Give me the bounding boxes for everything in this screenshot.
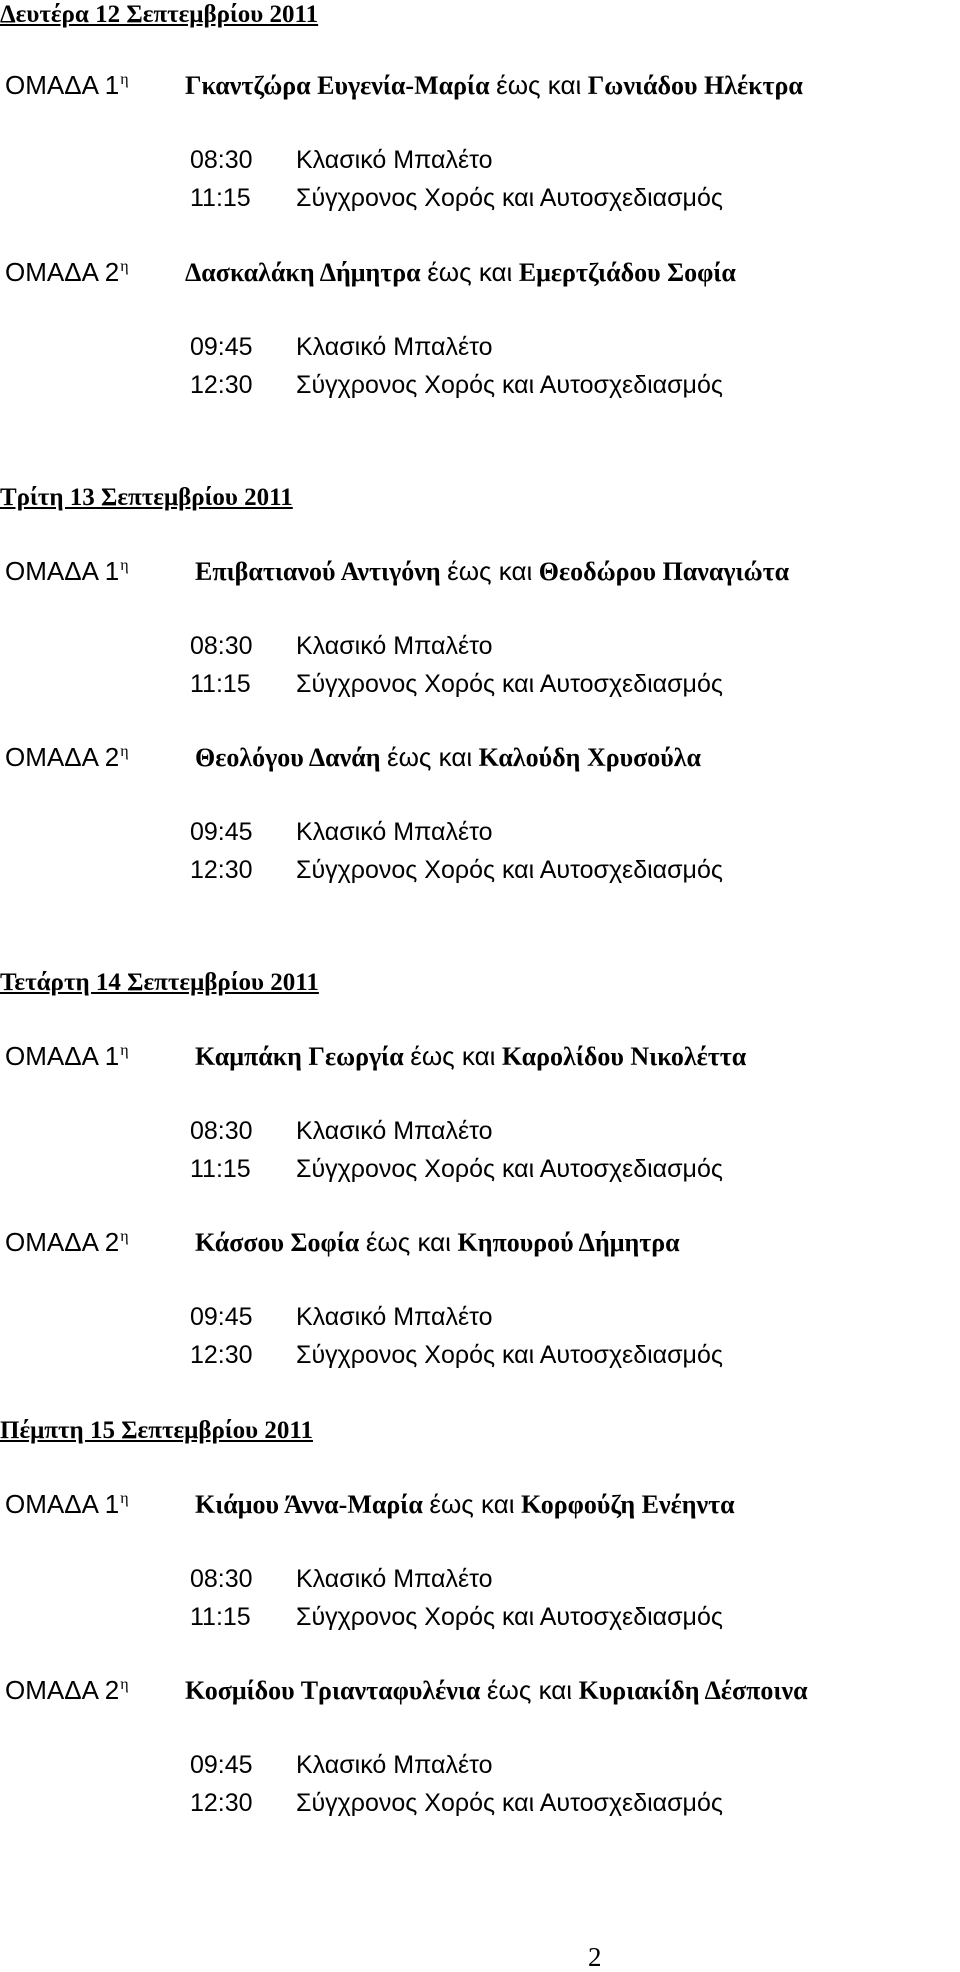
session-subject: Σύγχρονος Χορός και Αυτοσχεδιασμός — [296, 1341, 723, 1369]
session-time: 11:15 — [190, 1603, 251, 1631]
session-subject: Κλασικό Μπαλέτο — [296, 632, 493, 660]
ordinal-suffix: η — [120, 258, 129, 275]
session-time: 08:30 — [190, 146, 253, 174]
session-time: 12:30 — [190, 1341, 253, 1369]
day-heading: Πέμπτη 15 Σεπτεμβρίου 2011 — [0, 1417, 313, 1444]
session-time: 12:30 — [190, 1789, 253, 1817]
day-heading: Τρίτη 13 Σεπτεμβρίου 2011 — [0, 484, 293, 511]
range-to: Θεοδώρου Παναγιώτα — [538, 557, 790, 586]
session-time: 08:30 — [190, 1565, 253, 1593]
surname-range — [195, 744, 701, 771]
ordinal-suffix: η — [120, 1490, 129, 1507]
session-row — [190, 1605, 723, 1630]
session-row — [190, 1343, 723, 1368]
session-subject: Κλασικό Μπαλέτο — [296, 1751, 493, 1779]
session-subject: Σύγχρονος Χορός και Αυτοσχεδιασμός — [296, 856, 723, 884]
ordinal-suffix: η — [120, 557, 129, 574]
group-label: ΟΜΑΔΑ $2^\eta$ — [5, 257, 129, 287]
session-time: 12:30 — [190, 371, 253, 399]
range-from: Επιβατιανού Αντιγόνη — [195, 557, 441, 586]
session-row — [190, 148, 493, 173]
group-label: ΟΜΑΔΑ $1^\eta$ — [5, 556, 129, 586]
range-to: Γωνιάδου Ηλέκτρα — [587, 71, 803, 100]
surname-range — [195, 1229, 680, 1256]
range-connector: έως και — [496, 70, 582, 100]
range-to: Καρολίδου Νικολέττα — [501, 1042, 747, 1071]
group-label: ΟΜΑΔΑ $2^\eta$ — [5, 742, 129, 772]
page-number: 2 — [588, 1942, 602, 1972]
day-heading: Τετάρτη 14 Σεπτεμβρίου 2011 — [0, 969, 319, 996]
session-row — [190, 672, 723, 697]
range-connector: έως και — [410, 1041, 496, 1071]
session-subject: Κλασικό Μπαλέτο — [296, 1565, 493, 1593]
range-to: Κορφούζη Ενέηντα — [521, 1490, 735, 1519]
range-from: Θεολόγου Δανάη — [195, 743, 381, 772]
ordinal-suffix: η — [120, 1042, 129, 1059]
range-from: Κοσμίδου Τριανταφυλένια — [185, 1676, 481, 1705]
day-heading: Δευτέρα 12 Σεπτεμβρίου 2011 — [0, 1, 319, 28]
session-subject: Σύγχρονος Χορός και Αυτοσχεδιασμός — [296, 1155, 723, 1183]
session-subject: Σύγχρονος Χορός και Αυτοσχεδιασμός — [296, 1789, 723, 1817]
ordinal-suffix: η — [120, 1676, 129, 1693]
session-time: 09:45 — [190, 1303, 253, 1331]
group-label: ΟΜΑΔΑ $1^\eta$ — [5, 1041, 129, 1071]
range-from: Κάσσου Σοφία — [195, 1228, 360, 1257]
session-subject: Σύγχρονος Χορός και Αυτοσχεδιασμός — [296, 371, 723, 399]
session-subject: Κλασικό Μπαλέτο — [296, 818, 493, 846]
session-subject: Κλασικό Μπαλέτο — [296, 146, 493, 174]
session-row — [190, 634, 493, 659]
session-subject: Κλασικό Μπαλέτο — [296, 1303, 493, 1331]
group-label: ΟΜΑΔΑ $2^\eta$ — [5, 1227, 129, 1257]
session-row — [190, 1567, 493, 1592]
session-subject: Σύγχρονος Χορός και Αυτοσχεδιασμός — [296, 670, 723, 698]
ordinal-suffix: η — [120, 71, 129, 88]
range-connector: έως και — [447, 556, 533, 586]
session-subject: Σύγχρονος Χορός και Αυτοσχεδιασμός — [296, 1603, 723, 1631]
session-row — [190, 1305, 493, 1330]
session-time: 09:45 — [190, 818, 253, 846]
session-row — [190, 1791, 723, 1816]
surname-range — [195, 1491, 735, 1518]
session-subject: Κλασικό Μπαλέτο — [296, 1117, 493, 1145]
session-row — [190, 1119, 493, 1144]
range-connector: έως και — [387, 742, 473, 772]
session-time: 08:30 — [190, 1117, 253, 1145]
surname-range — [195, 558, 789, 585]
range-connector: έως και — [365, 1227, 451, 1257]
surname-range — [195, 1043, 746, 1070]
range-from: Δασκαλάκη Δήμητρα — [185, 258, 421, 287]
session-row — [190, 1157, 723, 1182]
ordinal-suffix: η — [120, 1228, 129, 1245]
surname-range — [185, 72, 803, 99]
group-label: ΟΜΑΔΑ $1^\eta$ — [5, 1489, 129, 1519]
ordinal-suffix: η — [120, 743, 129, 760]
group-label: ΟΜΑΔΑ $1^\eta$ — [5, 70, 129, 100]
range-connector: έως και — [486, 1675, 573, 1705]
range-to: Καλούδη Χρυσούλα — [478, 743, 702, 772]
session-time: 12:30 — [190, 856, 253, 884]
surname-range — [185, 259, 736, 286]
range-to: Κυριακίδη Δέσποινα — [578, 1676, 808, 1705]
session-row — [190, 858, 723, 883]
session-time: 09:45 — [190, 333, 253, 361]
session-time: 09:45 — [190, 1751, 253, 1779]
session-time: 11:15 — [190, 1155, 251, 1183]
session-row — [190, 820, 493, 845]
range-connector: έως και — [429, 1489, 515, 1519]
range-to: Εμερτζιάδου Σοφία — [518, 258, 736, 287]
session-row — [190, 1753, 493, 1778]
range-from: Καμπάκη Γεωργία — [195, 1042, 404, 1071]
session-time: 11:15 — [190, 670, 251, 698]
group-label: ΟΜΑΔΑ $2^\eta$ — [5, 1675, 129, 1705]
session-row — [190, 335, 493, 360]
session-row — [190, 186, 723, 211]
range-from: Κιάμου Άννα-Μαρία — [195, 1490, 423, 1519]
session-time: 11:15 — [190, 184, 251, 212]
session-subject: Κλασικό Μπαλέτο — [296, 333, 493, 361]
range-from: Γκαντζώρα Ευγενία-Μαρία — [185, 71, 490, 100]
session-time: 08:30 — [190, 632, 253, 660]
surname-range — [185, 1677, 808, 1704]
session-row — [190, 373, 723, 398]
range-connector: έως και — [427, 257, 513, 287]
session-subject: Σύγχρονος Χορός και Αυτοσχεδιασμός — [296, 184, 723, 212]
range-to: Κηπουρού Δήμητρα — [457, 1228, 680, 1257]
